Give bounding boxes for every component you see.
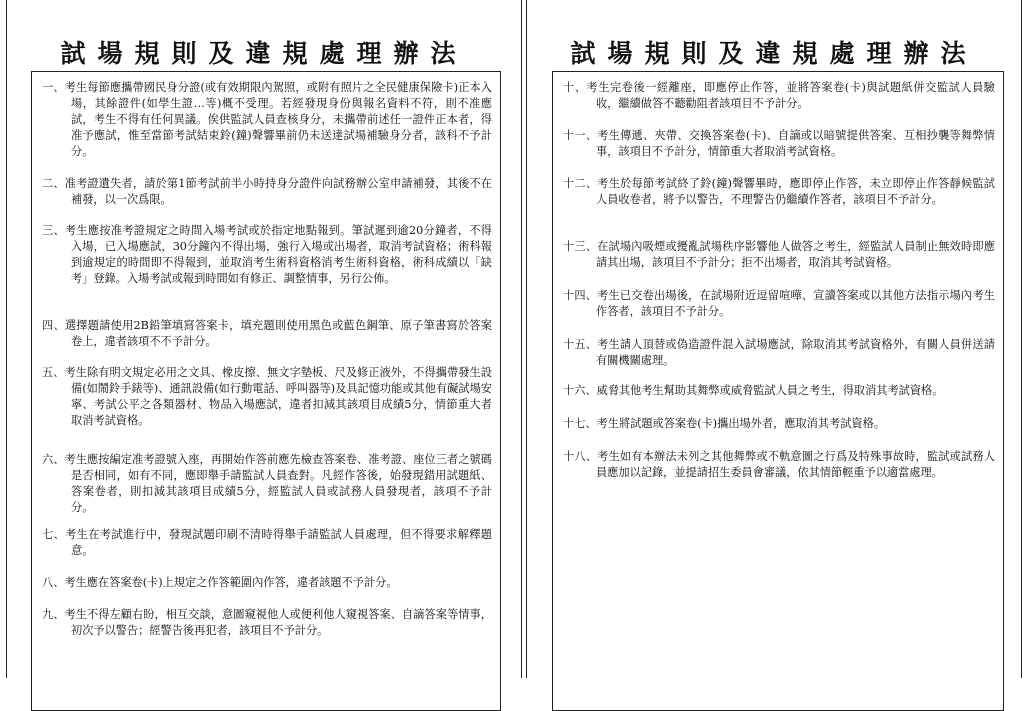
rule-item: 二、准考證遺失者，請於第1節考試前半小時持身分證件向試務辦公室申請補發，其後不在補發，以一次爲限。 [42, 177, 492, 206]
rule-item: 十六、威脅其他考生幫助其舞弊或威脅監試人員之考生，得取消其考試資格。 [563, 384, 944, 397]
right-page [526, 0, 1022, 678]
rule-item: 六、考生應按編定准考證號入座，再開始作答前應先檢查答案卷、准考證、座位三者之號碼是否相同，如有不同，應即舉手請監試人員查對。凡經作答後，始發現錯用試題紙、答案卷者，則扣減其該項目成績5分，經監試人員或試務人員發現者，該項不予計分。 [42, 453, 492, 514]
rule-item: 十五、考生請人頂替或偽造證件混入試場應試，除取消其考試資格外，有關人員併送請有關機關處理。 [563, 338, 995, 367]
rule-item: 十、考生完卷後一經離座，即應停止作答，並將答案卷(卡)與試題紙併交監試人員驗收，繼續做答不聽勸阻者該項目不予計分。 [563, 81, 995, 110]
page-title: 試場規則及違規處理辦法 [60, 39, 468, 68]
rule-item: 一、考生每節應攜帶國民身分證(或有效期限內駕照，或附有照片之全民健康保險卡)正本入場，其餘證件(如學生證…等)概不受理。若經發現身份與報名資料不符，則不准應試，考生不得有任何異議。俟供監試人員查核身分，未攜帶前述任一證件正本者，得准予應試，惟至當節考試結束鈴(鐘)聲響畢前仍未送達試場補驗身分者，該科不予計分。 [42, 81, 492, 158]
rule-item: 十二、考生於每節考試終了鈴(鐘)聲響畢時，應即停止作答，未立即停止作答靜候監試人員收卷者，將予以警告，不理警告仍繼續作答者，該項目不予計分。 [563, 177, 995, 206]
page-title: 試場規則及違規處理辦法 [570, 39, 978, 68]
rule-item: 三、考生應按准考證規定之時間入場考試或於指定地點報到。筆試遲到逾20分鐘者，不得入場，已入場應試，30分鐘內不得出場，強行入場或出場者，取消考試資格；術科報到逾規定的時間即不得報到，並取消考生術科資格消考生術科資格，術科成績以「缺考」登錄。入場考試或報到時間如有修正、調整情事，另行公佈。 [42, 224, 492, 285]
rule-item: 五、考生除有明文規定必用之文具、橡皮擦、無文字墊板、尺及修正液外，不得攜帶發生設備(如鬧鈴手錶等)、通訊設備(如行動電話、呼叫器等)及具記憶功能或其他有礙試場安寧、考試公平之各類器材、物品入場應試，違者扣減其該項目成績5分，情節重大者取消考試資格。 [42, 366, 492, 427]
left-page [6, 0, 522, 678]
rules-box [31, 71, 501, 711]
rule-item: 十七、考生將試題或答案卷(卡)攜出場外者，應取消其考試資格。 [563, 417, 885, 430]
rule-item: 十八、考生如有本辦法未列之其他舞弊或不軌意圖之行爲及特殊事故時，監試或試務人員應加以記錄，並提請招生委員會審議，依其情節輕重予以適當處理。 [563, 450, 995, 479]
rule-item: 十三、在試場內吸煙或擾亂試場秩序影響他人做答之考生，經監試人員制止無效時即應請其出場，該項目不予計分；拒不出場者，取消其考試資格。 [563, 240, 995, 269]
rule-item: 八、考生應在答案卷(卡)上規定之作答範圍內作答，違者該題不予計分。 [42, 576, 398, 589]
rule-item: 四、選擇題請使用2B鉛筆填寫答案卡，填充題則使用黑色或藍色鋼筆、原子筆書寫於答案卷上，違者該項不不予計分。 [42, 319, 492, 348]
rule-item: 七、考生在考試進行中，發現試題印刷不清時得舉手請監試人員處理，但不得要求解釋題意。 [42, 528, 492, 557]
rule-item: 十四、考生已交卷出場後，在試場附近逗留喧嘩、宣讀答案或以其他方法指示場內考生作答者，該項目不予計分。 [563, 289, 995, 318]
rule-item: 九、考生不得左顧右盼，相互交談，意圖窺視他人或便利他人窺視答案、自謫答案等情事，初次予以警告；經警告後再犯者，該項目不予計分。 [42, 608, 492, 637]
rule-item: 十一、考生傳遞、夾帶、交換答案卷(卡)、自謫或以暗號提供答案、互相抄襲等舞弊情事，該項目不予計分，情節重大者取消考試資格。 [563, 129, 995, 158]
rules-box [552, 71, 1004, 711]
